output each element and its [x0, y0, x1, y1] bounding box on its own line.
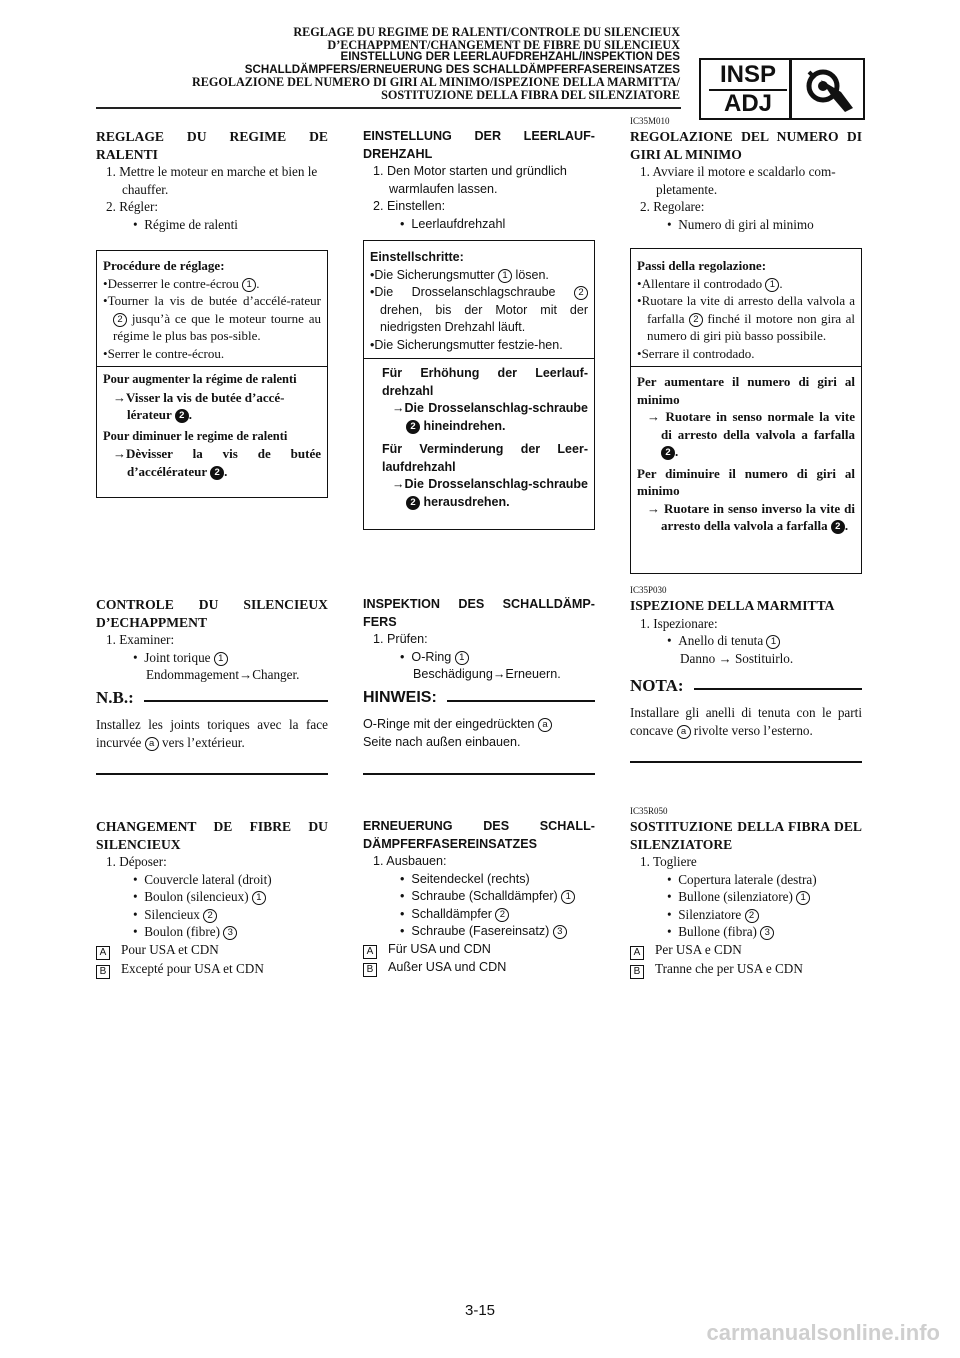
it-idle-code: IC35M010 — [630, 116, 670, 126]
de-note — [363, 688, 595, 775]
fr-dec-title: Pour diminuer le regime de ralenti — [103, 428, 288, 443]
header-line-5: REGOLAZIONE DEL NUMERO DI GIRI AL MINIMO/ISPEZIONE DELLA MARMITTA/ — [191, 75, 680, 89]
de-fiber-b: B Außer USA und CDN — [363, 959, 595, 977]
it-fiber-b3: • Silenziatore 2 — [630, 906, 862, 924]
de-inc-title: Für Erhöhung der Leerlauf-drehzahl — [382, 366, 588, 398]
fr-fiber-b4: • Boulon (fibre) 3 — [96, 923, 328, 941]
fr-fiber-section — [96, 818, 328, 979]
fr-fiber-b: B Excepté pour USA et CDN — [96, 960, 328, 979]
badge-vdivider — [789, 60, 792, 118]
fr-idle-step2: 2. Régler: — [106, 199, 159, 214]
de-idle-bullet: • Leerlaufdrehzahl — [400, 216, 506, 231]
fr-adjust-procedure-box — [96, 250, 328, 498]
de-inc-text: →Die Drosselanschlag-schraube 2 hineindrehen. — [392, 401, 588, 433]
it-inc-title: Per aumentare il numero di giri al minimo — [637, 374, 855, 407]
page-number: 3-15 — [464, 1302, 496, 1319]
de-idle-step1: 1. Den Motor starten und gründlich warmlaufen lassen. — [373, 164, 567, 196]
de-fiber-section — [363, 818, 595, 977]
fr-muffler-bullet: • Joint torique 1 — [96, 649, 328, 667]
it-fiber-b2: • Bullone (silenziatore) 1 — [630, 888, 862, 906]
de-fiber-step1: 1. Ausbauen: — [373, 854, 447, 868]
wrench-inspection-icon — [801, 64, 857, 116]
fr-fiber-b3: • Silencieux 2 — [96, 906, 328, 924]
it-box-title: Passi della regolazione: — [637, 258, 767, 273]
de-fiber-b3: • Schalldämpfer 2 — [363, 906, 595, 924]
it-idle-step1: 1. Avviare il motore e scaldarlo com-pletamente. — [640, 164, 836, 197]
it-idle-title: REGOLAZIONE DEL NUMERO DI GIRI AL MINIMO — [630, 129, 862, 162]
it-muffler-bullet: • Anello di tenuta 1 — [630, 632, 862, 650]
fr-idle-title: REGLAGE DU REGIME DE RALENTI — [96, 129, 328, 162]
it-box-b1: •Allentare il controdado 1 . — [637, 275, 783, 291]
it-fiber-a: A Per USA e CDN — [630, 941, 862, 960]
it-inc-text: → Ruotare in senso normale la vite di arresto della valvola a farfalla 2 . — [647, 409, 856, 459]
it-fiber-step1: 1. Togliere — [640, 854, 697, 869]
fr-idle-step1: 1. Mettre le moteur en marche et bien le chauffer. — [106, 164, 318, 197]
it-idle-bullet: • Numero di giri al minimo — [667, 216, 814, 232]
header-line-3: EINSTELLUNG DER LEERLAUFDREHZAHL/INSPEKTION DES — [340, 50, 680, 63]
fr-box-b1: •Desserrer le contre-écrou 1 . — [103, 275, 260, 291]
it-dec-text: → Ruotare in senso inverso la vite di arresto della valvola a farfalla 2 . — [647, 500, 855, 533]
de-dec-title: Für Verminderung der Leer-laufdrehzahl — [382, 442, 588, 474]
de-fiber-b4: • Schraube (Fasereinsatz) 3 — [363, 923, 595, 941]
de-muffler-inspection — [363, 596, 595, 684]
de-idle-title: EINSTELLUNG DER LEERLAUF-DREHZAHL — [363, 129, 595, 161]
fr-box-title: Procédure de réglage: — [103, 258, 225, 273]
de-fiber-title: ERNEUERUNG DES SCHALL-DÄMPFERFASEREINSATZES — [363, 819, 595, 851]
de-note-title: HINWEIS: — [363, 689, 437, 706]
it-box-b2: •Ruotare la vite di arresto della valvola a farfalla 2 finché il motore non gira al numero di giri più basso possibile. — [637, 293, 855, 343]
it-fiber-code: IC35R050 — [630, 806, 668, 816]
section-badge — [699, 58, 865, 120]
fr-muffler-inspection — [96, 596, 328, 684]
badge-insp: INSP — [719, 61, 776, 88]
de-note-text: O-Ringe mit der eingedrückten a Seite nach außen einbauen. — [363, 716, 595, 751]
it-fiber-b1: • Copertura laterale (destra) — [667, 871, 817, 887]
de-muffler-step1: 1. Prüfen: — [373, 632, 428, 646]
fr-fiber-b1: • Couvercle lateral (droit) — [133, 871, 272, 887]
de-muffler-bullet: • O-Ring 1 — [363, 649, 595, 667]
it-muffler-title: ISPEZIONE DELLA MARMITTA — [630, 598, 835, 613]
it-note — [630, 676, 862, 763]
fr-fiber-title: CHANGEMENT DE FIBRE DU SILENCIEUX — [96, 819, 328, 852]
fr-idle-section — [96, 128, 328, 233]
de-box-b3: •Die Sicherungsmutter festzie-hen. — [370, 337, 563, 352]
de-muffler-result: Beschädigung→Erneuern. — [413, 667, 561, 681]
fr-note — [96, 688, 328, 775]
de-dec-text: →Die Drosselanschlag-schraube 2 herausdrehen. — [392, 477, 588, 509]
it-idle-step2: 2. Regolare: — [640, 199, 705, 214]
it-fiber-b4: • Bullone (fibra) 3 — [630, 923, 862, 941]
fr-muffler-title: CONTROLE DU SILENCIEUX D’ECHAPPMENT — [96, 597, 328, 630]
fr-note-title: N.B.: — [96, 688, 134, 707]
it-note-text: Installare gli anelli di tenuta con le parti concave a rivolte verso l’esterno. — [630, 705, 862, 738]
it-dec-title: Per diminuire il numero di giri al minimo — [637, 465, 855, 498]
it-muffler-step1: 1. Ispezionare: — [640, 615, 718, 631]
it-fiber-section — [630, 806, 862, 979]
de-idle-step2: 2. Einstellen: — [373, 199, 446, 213]
fr-box-b2: •Tourner la vis de butée d’accélé-rateur 2 jusqu’à ce que le moteur tourne au régime le plus bas pos-sible. — [103, 293, 321, 343]
fr-fiber-a: A Pour USA et CDN — [96, 941, 328, 960]
header-line-6: SOSTITUZIONE DELLA FIBRA DEL SILENZIATORE — [381, 87, 680, 102]
de-fiber-b1: • Seitendeckel (rechts) — [400, 871, 530, 886]
it-note-title: NOTA: — [630, 676, 684, 695]
it-box-b3: •Serrare il controdado. — [637, 345, 755, 361]
header-line-1: REGLAGE DU REGIME DE RALENTI/CONTROLE DU SILENCIEUX — [293, 25, 680, 39]
it-muffler-inspection — [630, 585, 862, 667]
de-fiber-b2: • Schraube (Schalldämpfer) 1 — [363, 888, 595, 906]
fr-idle-bullet: • Régime de ralenti — [133, 216, 238, 232]
fr-muffler-step1: 1. Examiner: — [106, 632, 175, 647]
fr-inc-text: →Visser la vis de butée d’accé-lérateur 2 . — [113, 389, 285, 422]
it-muffler-result: Danno → Sostituirlo. — [680, 650, 794, 666]
badge-adj: ADJ — [723, 90, 772, 117]
fr-inc-title: Pour augmenter la régime de ralenti — [103, 372, 297, 386]
fr-box-b3: •Serrer le contre-écrou. — [103, 345, 225, 361]
it-fiber-b: B Tranne che per USA e CDN — [630, 960, 862, 979]
de-box-title: Einstellschritte: — [370, 250, 464, 264]
watermark: carmanualsonline.info — [706, 1320, 940, 1345]
fr-muffler-result: Endommagement→Changer. — [146, 667, 300, 682]
header-line-4: SCHALLDÄMPFERS/ERNEUERUNG DES SCHALLDÄMPFERFASEREINSATZES — [244, 62, 680, 76]
header-line-2: D’ECHAPPMENT/CHANGEMENT DE FIBRE DU SILENCIEUX — [327, 37, 680, 52]
it-idle-section — [630, 116, 862, 233]
fr-dec-text: →Dèvisser la vis de butée d’accélérateur 2 . — [113, 446, 321, 479]
fr-fiber-b2: • Boulon (silencieux) 1 — [96, 888, 328, 906]
fr-note-text: Installez les joints toriques avec la face incurvée a vers l’extérieur. — [96, 717, 328, 750]
it-fiber-title: SOSTITUZIONE DELLA FIBRA DEL SILENZIATORE — [630, 819, 862, 852]
de-box-b1: •Die Sicherungsmutter 1 lösen. — [370, 267, 549, 282]
de-adjust-procedure-box — [363, 240, 595, 530]
page-header — [192, 26, 680, 101]
fr-fiber-step1: 1. Déposer: — [106, 854, 167, 869]
de-box-b2: •Die Drosselanschlagschraube 2 drehen, bis der Motor mit der niedrigsten Drehzahl läuft. — [370, 285, 588, 334]
it-muffler-code: IC35P030 — [630, 585, 667, 595]
de-muffler-title: INSPEKTION DES SCHALLDÄMP-FERS — [363, 597, 595, 629]
de-idle-section — [363, 128, 595, 233]
it-adjust-procedure-box — [630, 248, 862, 574]
de-fiber-a: A Für USA und CDN — [363, 941, 595, 959]
header-rule — [96, 107, 681, 109]
